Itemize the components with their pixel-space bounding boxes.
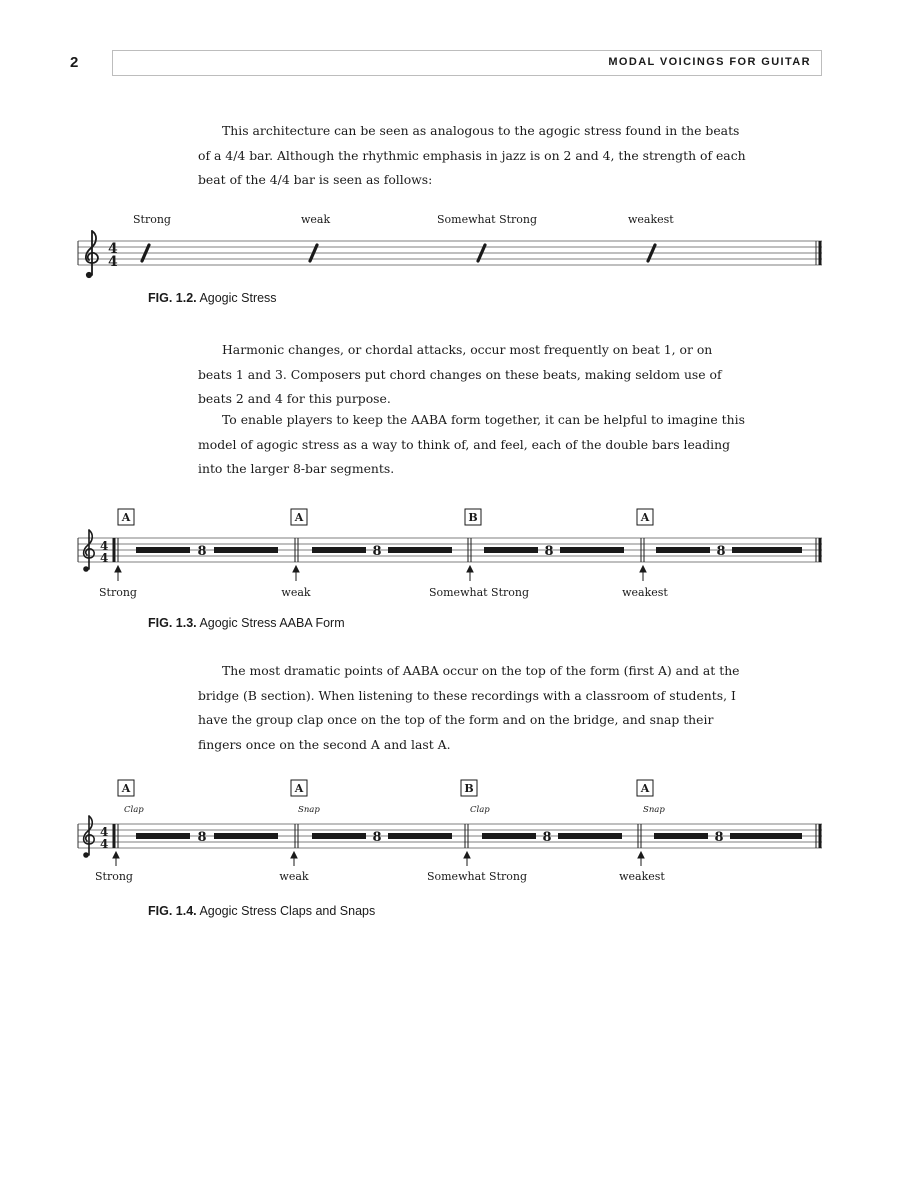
stress-label: weakest (619, 870, 665, 883)
rest-count: 8 (544, 544, 554, 559)
page-number: 2 (70, 54, 79, 71)
stress-label: Strong (99, 586, 137, 599)
paragraph-dramatic-points: The most dramatic points of AABA occur on the top of the form (first A) and at the bridge (B section). When listening to these recordings with a classroom of students, I have the group clap once on the top of the form and on the bridge, and snap their fingers once on the second A and last A. (198, 663, 740, 752)
figure-aaba-form (0, 505, 900, 605)
stress-label: weak (279, 870, 309, 883)
stress-label: Somewhat Strong (426, 870, 528, 883)
action-label: Clap (124, 805, 144, 815)
figure-title: Agogic Stress Claps and Snaps (199, 904, 376, 918)
section-letter: A (640, 511, 650, 524)
rest-count: 8 (372, 544, 382, 559)
staff-fig-1-3 (0, 505, 900, 605)
time-signature-top: 4 (100, 539, 109, 553)
time-signature-top: 4 (108, 241, 118, 257)
running-header (112, 50, 822, 76)
rest-count: 8 (372, 830, 382, 845)
figure-number: FIG. 1.4. (148, 904, 197, 918)
rest-count: 8 (542, 830, 552, 845)
time-signature-bottom: 4 (100, 551, 109, 565)
caption-fig-1-3 (148, 616, 345, 630)
action-label: Clap (470, 805, 490, 815)
staff-fig-1-4 (0, 778, 900, 888)
action-label: Snap (298, 805, 320, 815)
figure-number: FIG. 1.3. (148, 616, 197, 630)
figure-claps-snaps (0, 778, 900, 888)
figure-title: Agogic Stress (199, 291, 277, 305)
paragraph-harmonic-changes: Harmonic changes, or chordal attacks, occur most frequently on beat 1, or on beats 1 and 3. Composers put chord changes on these beats, making seldom use of beats 2 and 4 for this purpose. (198, 342, 722, 406)
treble-clef-icon (84, 816, 95, 857)
action-label: Snap (643, 805, 665, 815)
section-letter: A (640, 782, 650, 795)
stress-label: weak (281, 586, 311, 599)
figure-title: Agogic Stress AABA Form (199, 616, 345, 630)
stress-label: Somewhat Strong (428, 586, 530, 599)
section-letter: A (121, 782, 131, 795)
rest-count: 8 (197, 544, 207, 559)
caption-fig-1-4 (148, 904, 375, 918)
section-letter: B (468, 511, 478, 524)
stress-arrows (113, 852, 644, 866)
stress-label: Strong (95, 870, 133, 883)
section-letter: B (464, 782, 474, 795)
rest-count: 8 (716, 544, 726, 559)
staff-lines (78, 241, 822, 265)
section-letter: A (294, 511, 304, 524)
beat-label: weak (301, 213, 331, 226)
figure-number: FIG. 1.2. (148, 291, 197, 305)
beat-label: Somewhat Strong (437, 213, 538, 226)
rest-count: 8 (714, 830, 724, 845)
beat-label: Strong (133, 213, 171, 226)
treble-clef-icon (86, 231, 98, 277)
section-letter: A (121, 511, 131, 524)
paragraph-aaba-form: To enable players to keep the AABA form together, it can be helpful to imagine this model of agogic stress as a way to think of, and feel, each of the double bars leading into the larger 8-bar segments. (198, 412, 745, 476)
figure-agogic-stress (0, 205, 900, 285)
staff-fig-1-2 (0, 205, 900, 285)
running-title: MODAL VOICINGS FOR GUITAR (608, 56, 811, 68)
beat-label: weakest (628, 213, 674, 226)
section-letter: A (294, 782, 304, 795)
paragraph-intro: This architecture can be seen as analogous to the agogic stress found in the beats of a 4/4 bar. Although the rhythmic emphasis in jazz is on 2 and 4, the strength of each beat of the 4/4 bar is seen as follows: (198, 123, 746, 187)
stress-arrows (115, 566, 646, 581)
stress-label: weakest (622, 586, 668, 599)
time-signature-bottom: 4 (108, 254, 118, 270)
caption-fig-1-2 (148, 291, 277, 305)
treble-clef-icon (84, 530, 95, 571)
rest-count: 8 (197, 830, 207, 845)
time-signature-top: 4 (100, 825, 109, 839)
time-signature-bottom: 4 (100, 837, 109, 851)
